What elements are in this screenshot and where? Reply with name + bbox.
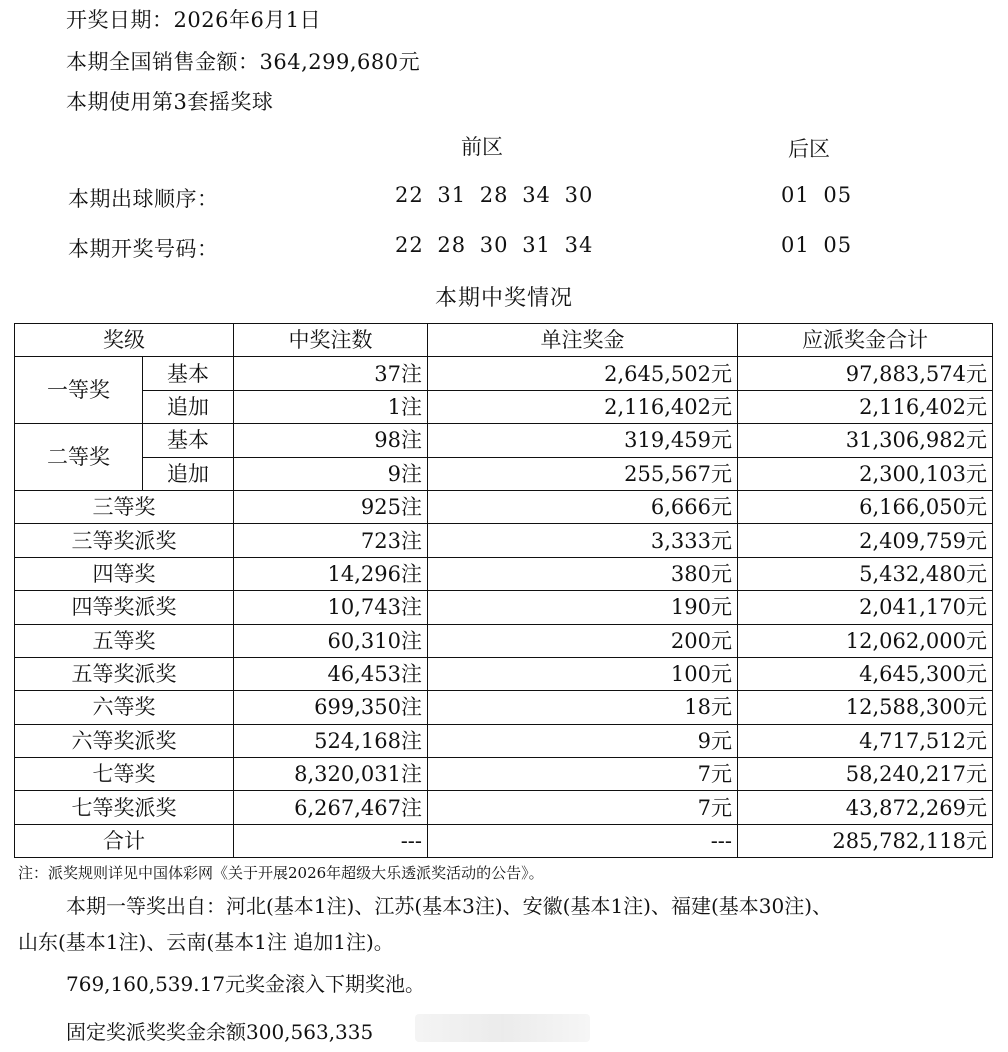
subtype-label: 基本 xyxy=(143,424,234,457)
prize-cell: 200元 xyxy=(428,624,738,657)
table-row xyxy=(15,691,993,724)
header-total: 应派奖金合计 xyxy=(738,324,993,357)
total-cell: 31,306,982元 xyxy=(738,424,993,457)
prize-cell: 3,333元 xyxy=(428,524,738,557)
level-cell: 五等奖 xyxy=(15,624,234,657)
prize-cell: --- xyxy=(428,824,738,857)
table-row xyxy=(15,524,993,557)
count-cell: 14,296注 xyxy=(234,557,428,590)
prize-table-title: 本期中奖情况 xyxy=(434,286,573,311)
table-row xyxy=(15,390,993,423)
count-cell: 1注 xyxy=(234,390,428,423)
rollover-amount: 769,160,539.17元奖金滚入下期奖池。 xyxy=(66,972,426,996)
level-cell: 七等奖派奖 xyxy=(15,791,234,824)
level-cell: 三等奖派奖 xyxy=(15,524,234,557)
total-cell: 285,782,118元 xyxy=(738,824,993,857)
level-cell: 四等奖 xyxy=(15,557,234,590)
table-row xyxy=(15,724,993,757)
prize-cell: 255,567元 xyxy=(428,457,738,490)
draw-order-label: 本期出球顺序： xyxy=(68,187,219,211)
table-row xyxy=(15,657,993,690)
prize-cell: 6,666元 xyxy=(428,490,738,523)
count-cell: 524,168注 xyxy=(234,724,428,757)
prize-table xyxy=(14,323,993,858)
count-cell: --- xyxy=(234,824,428,857)
total-cell: 2,300,103元 xyxy=(738,457,993,490)
level-cell: 三等奖 xyxy=(15,490,234,523)
table-row xyxy=(15,624,993,657)
prize-cell: 7元 xyxy=(428,758,738,791)
table-row xyxy=(15,791,993,824)
total-cell: 12,062,000元 xyxy=(738,624,993,657)
prize-cell: 9元 xyxy=(428,724,738,757)
total-cell: 4,717,512元 xyxy=(738,724,993,757)
first-prize-label: 一等奖 xyxy=(15,357,143,424)
draw-order-front: 22 31 28 34 30 xyxy=(395,183,594,207)
count-cell: 9注 xyxy=(234,457,428,490)
subtype-label: 追加 xyxy=(143,390,234,423)
prize-cell: 190元 xyxy=(428,591,738,624)
header-count: 中奖注数 xyxy=(234,324,428,357)
level-cell: 六等奖派奖 xyxy=(15,724,234,757)
ball-set: 本期使用第3套摇奖球 xyxy=(66,90,274,114)
level-cell: 六等奖 xyxy=(15,691,234,724)
table-header-row xyxy=(15,324,993,357)
footnote: 注：派奖规则详见中国体彩网《关于开展2026年超级大乐透派奖活动的公告》。 xyxy=(18,864,544,882)
total-cell: 6,166,050元 xyxy=(738,490,993,523)
header-level: 奖级 xyxy=(15,324,234,357)
first-prize-regions-line2: 山东(基本1注)、云南(基本1注 追加1注)。 xyxy=(18,930,394,954)
total-cell: 43,872,269元 xyxy=(738,791,993,824)
total-cell: 2,116,402元 xyxy=(738,390,993,423)
count-cell: 925注 xyxy=(234,490,428,523)
total-cell: 2,409,759元 xyxy=(738,524,993,557)
count-cell: 98注 xyxy=(234,424,428,457)
total-cell: 4,645,300元 xyxy=(738,657,993,690)
table-row xyxy=(15,457,993,490)
total-cell: 5,432,480元 xyxy=(738,557,993,590)
table-row xyxy=(15,424,993,457)
count-cell: 8,320,031注 xyxy=(234,758,428,791)
draw-date: 开奖日期：2026年6月1日 xyxy=(66,8,322,32)
prize-cell: 100元 xyxy=(428,657,738,690)
count-cell: 60,310注 xyxy=(234,624,428,657)
fixed-prize-balance: 固定奖派奖奖金余额300,563,335 xyxy=(66,1020,374,1044)
total-cell: 58,240,217元 xyxy=(738,758,993,791)
total-cell: 12,588,300元 xyxy=(738,691,993,724)
front-zone-header: 前区 xyxy=(461,135,503,159)
subtype-label: 基本 xyxy=(143,357,234,390)
prize-cell: 380元 xyxy=(428,557,738,590)
level-cell: 五等奖派奖 xyxy=(15,657,234,690)
header-prize: 单注奖金 xyxy=(428,324,738,357)
count-cell: 699,350注 xyxy=(234,691,428,724)
prize-cell: 18元 xyxy=(428,691,738,724)
subtype-label: 追加 xyxy=(143,457,234,490)
count-cell: 723注 xyxy=(234,524,428,557)
second-prize-label: 二等奖 xyxy=(15,424,143,491)
count-cell: 46,453注 xyxy=(234,657,428,690)
winning-numbers-back: 01 05 xyxy=(781,233,853,257)
sum-label: 合计 xyxy=(15,824,234,857)
prize-cell: 7元 xyxy=(428,791,738,824)
total-cell: 2,041,170元 xyxy=(738,591,993,624)
prize-cell: 2,116,402元 xyxy=(428,390,738,423)
count-cell: 6,267,467注 xyxy=(234,791,428,824)
level-cell: 七等奖 xyxy=(15,758,234,791)
table-row xyxy=(15,591,993,624)
prize-cell: 2,645,502元 xyxy=(428,357,738,390)
table-row xyxy=(15,357,993,390)
table-sum-row xyxy=(15,824,993,857)
count-cell: 10,743注 xyxy=(234,591,428,624)
count-cell: 37注 xyxy=(234,357,428,390)
sales-amount: 本期全国销售金额：364,299,680元 xyxy=(66,50,421,74)
winning-numbers-front: 22 28 30 31 34 xyxy=(395,233,594,257)
prize-cell: 319,459元 xyxy=(428,424,738,457)
first-prize-regions-line1: 本期一等奖出自：河北(基本1注)、江苏(基本3注)、安徽(基本1注)、福建(基本30注)、 xyxy=(66,894,833,918)
total-cell: 97,883,574元 xyxy=(738,357,993,390)
back-zone-header: 后区 xyxy=(788,137,830,161)
table-row xyxy=(15,758,993,791)
table-row xyxy=(15,490,993,523)
table-row xyxy=(15,557,993,590)
winning-numbers-label: 本期开奖号码： xyxy=(68,237,219,261)
watermark-blur xyxy=(415,1014,590,1042)
level-cell: 四等奖派奖 xyxy=(15,591,234,624)
draw-order-back: 01 05 xyxy=(781,183,853,207)
